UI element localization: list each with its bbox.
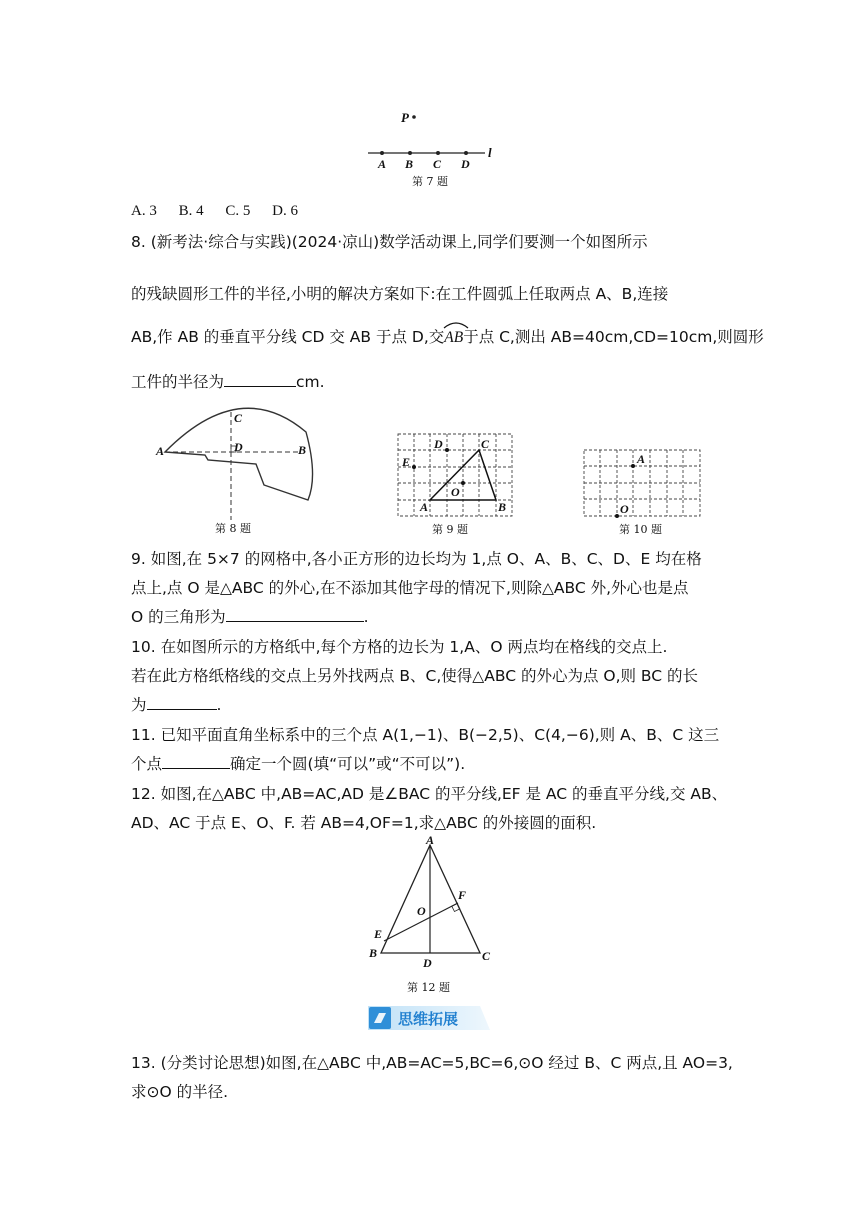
label-c: C <box>433 157 442 171</box>
figure-9-caption: 第 9 题 <box>432 523 468 536</box>
q10-line-3: 为 . <box>131 696 222 714</box>
label-p: P <box>401 110 409 125</box>
label-o: O <box>451 485 460 499</box>
option-c: C. 5 <box>225 203 251 219</box>
label-e: E <box>374 927 383 941</box>
q8-line-2: 的残缺圆形工件的半径,小明的解决方案如下:在工件圆弧上任取两点 A、B,连接 <box>131 285 669 303</box>
q8-line-1: 8. (新考法·综合与实践)(2024·凉山)数学活动课上,同学们要测一个如图所示 <box>131 233 648 251</box>
q10-line-2: 若在此方格纸格线的交点上另外找两点 B、C,使得△ABC 的外心为点 O,则 BC 的长 <box>131 667 699 685</box>
label-d: D <box>461 157 470 171</box>
section-title: 思维拓展 <box>398 1010 459 1028</box>
label-c: C <box>234 411 243 425</box>
label-l: l <box>488 145 492 160</box>
label-b: B <box>369 946 378 960</box>
option-a: A. 3 <box>131 203 157 219</box>
arc-ab: AB <box>444 327 463 348</box>
label-d: D <box>434 437 443 451</box>
label-f: F <box>458 888 467 902</box>
figure-7-caption: 第 7 题 <box>412 175 448 188</box>
q11-line-2: 个点 确定一个圆(填“可以”或“不可以”). <box>131 755 466 773</box>
q13-line-1: 13. (分类讨论思想)如图,在△ABC 中,AB=AC=5,BC=6,⊙O 经过 B、C 两点,且 AO=3, <box>131 1054 733 1072</box>
option-b: B. 4 <box>178 203 204 219</box>
label-a: A <box>426 833 435 847</box>
q8-line-3b: 于点 C,测出 AB=40cm,CD=10cm,则圆形 <box>463 328 764 346</box>
label-a: A <box>420 500 429 514</box>
option-d: D. 6 <box>272 203 298 219</box>
q8-line-4: 工件的半径为 cm. <box>131 373 325 391</box>
label-c: C <box>481 437 490 451</box>
q10-line-1: 10. 在如图所示的方格纸中,每个方格的边长为 1,A、O 两点均在格线的交点上. <box>131 638 668 656</box>
label-b: B <box>298 443 307 457</box>
q9-line-1: 9. 如图,在 5×7 的网格中,各小正方形的边长均为 1,点 O、A、B、C、D、E 均在格 <box>131 550 702 568</box>
q9-line-3: O 的三角形为 . <box>131 608 369 626</box>
figure-12-caption: 第 12 题 <box>407 981 450 994</box>
q8-line-3a: AB,作 AB 的垂直平分线 CD 交 AB 于点 D,交 <box>131 328 445 346</box>
q13-line-2: 求⊙O 的半径. <box>131 1083 229 1101</box>
label-d: D <box>423 956 432 970</box>
q9-line-2: 点上,点 O 是△ABC 的外心,在不添加其他字母的情况下,则除△ABC 外,外心也是点 <box>131 579 689 597</box>
label-b: B <box>498 500 507 514</box>
figure-10-caption: 第 10 题 <box>619 523 662 536</box>
label-e: E <box>402 455 411 469</box>
q12-line-1: 12. 如图,在△ABC 中,AB=AC,AD 是∠BAC 的平分线,EF 是 AC 的垂直平分线,交 AB、 <box>131 785 728 803</box>
section-header-thinking-extension <box>368 1006 490 1030</box>
q12-line-2: AD、AC 于点 E、O、F. 若 AB=4,OF=1,求△ABC 的外接圆的面积. <box>131 814 597 832</box>
label-a: A <box>156 444 165 458</box>
label-a: A <box>378 157 387 171</box>
label-o: O <box>620 502 629 516</box>
figure-8-caption: 第 8 题 <box>215 522 251 535</box>
label-a: A <box>637 452 646 466</box>
q11-line-1: 11. 已知平面直角坐标系中的三个点 A(1,−1)、B(−2,5)、C(4,−6),则 A、B、C 这三 <box>131 726 720 744</box>
label-c: C <box>482 949 491 963</box>
label-o: O <box>417 904 426 918</box>
label-d: D <box>234 440 243 454</box>
label-b: B <box>405 157 414 171</box>
